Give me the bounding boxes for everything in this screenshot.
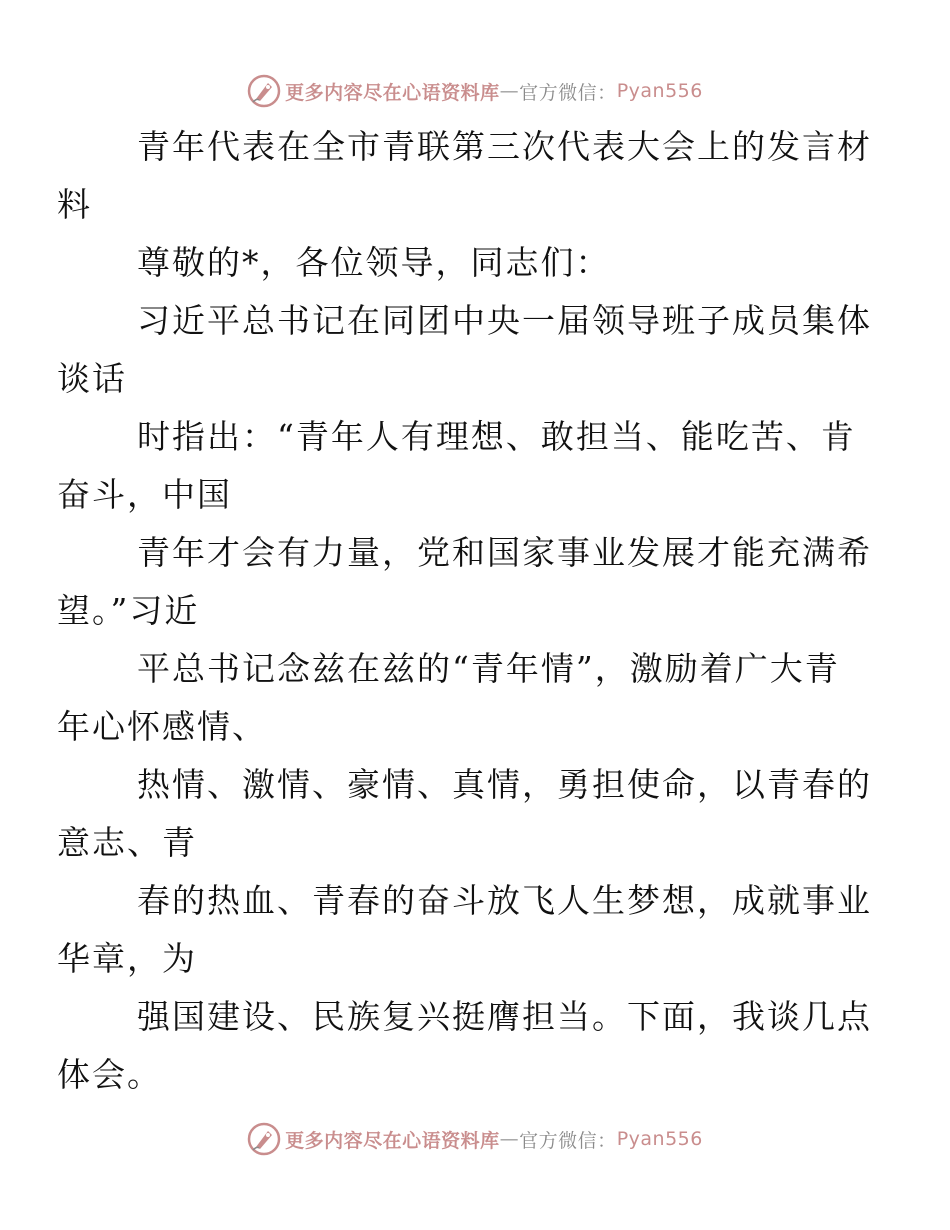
line-text: 料 <box>57 185 92 224</box>
paragraph <box>57 988 872 1104</box>
line-text: 体会。 <box>57 1055 162 1094</box>
line-text: 尊敬的*，各位领导，同志们： <box>137 243 611 282</box>
paragraph <box>57 756 872 872</box>
line-text: 平总书记念兹在兹的“青年情”，激励着广大青 <box>137 649 840 688</box>
line-text: 意志、青 <box>57 823 197 862</box>
line-text: 强国建设、民族复兴挺膺担当。下面，我谈几点 <box>137 997 872 1036</box>
line-text: 华章，为 <box>57 939 197 978</box>
line-text: 青年代表在全市青联第三次代表大会上的发言材 <box>137 127 872 166</box>
paragraph <box>57 872 872 988</box>
line-text: 青年才会有力量，党和国家事业发展才能充满希 <box>137 533 872 572</box>
pen-nib-logo-icon <box>247 74 281 108</box>
line-text: 望。”习近 <box>57 591 200 630</box>
line-text: 习近平总书记在同团中央一届领导班子成员集体 <box>137 301 872 340</box>
footer-watermark <box>0 1119 950 1159</box>
paragraph <box>57 524 872 640</box>
watermark-main-text: 更多内容尽在心语资料库 <box>285 81 500 104</box>
watermark-dash: — <box>499 80 520 102</box>
watermark-main-text: 更多内容尽在心语资料库 <box>285 1129 500 1152</box>
line-text: 时指出：“青年人有理想、敢担当、能吃苦、肯 <box>137 417 856 456</box>
pen-nib-logo-icon <box>247 1122 281 1156</box>
watermark-official-label: 官方微信： <box>519 1129 617 1152</box>
line-text: 春的热血、青春的奋斗放飞人生梦想，成就事业 <box>137 881 872 920</box>
paragraph-salutation <box>97 234 857 292</box>
document-body <box>57 118 872 1104</box>
paragraph <box>57 408 857 524</box>
paragraph <box>57 640 857 756</box>
watermark-wechat-id: Pyan556 <box>616 1128 703 1150</box>
paragraph <box>57 292 872 408</box>
watermark-wechat-id: Pyan556 <box>616 80 703 102</box>
line-text: 年心怀感情、 <box>57 707 267 746</box>
line-text: 谈话 <box>57 359 127 398</box>
watermark-official-label: 官方微信： <box>519 81 617 104</box>
header-watermark <box>0 71 950 111</box>
line-text: 热情、激情、豪情、真情，勇担使命，以青春的 <box>137 765 872 804</box>
paragraph-title <box>57 118 872 234</box>
line-text: 奋斗，中国 <box>57 475 232 514</box>
watermark-dash: — <box>499 1128 520 1150</box>
